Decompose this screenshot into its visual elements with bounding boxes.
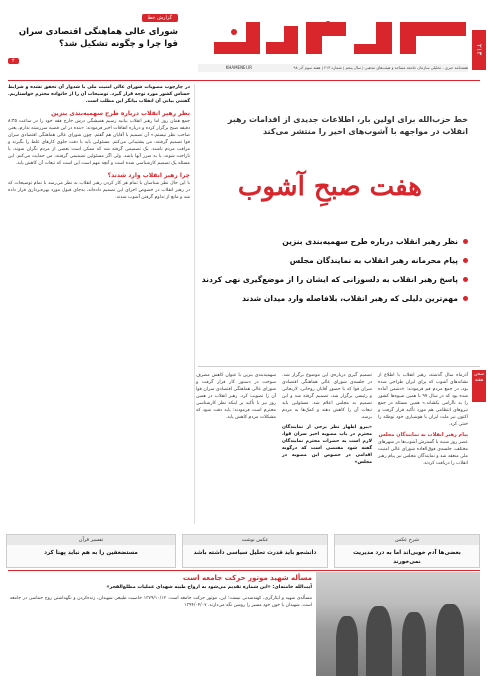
box-quran [6, 534, 176, 568]
bottom-divider [8, 570, 480, 571]
box-text: بعضی‌ها آدم خوبی‌اند اما به درد مدیریت نمی‌خورند [353, 550, 461, 565]
bullet-item: پیام محرمانه رهبر انقلاب به نمایندگان مجلس [198, 251, 468, 270]
bullet-dot-icon [463, 258, 468, 263]
teaser-title: شورای عالی هماهنگی اقتصادی سران قوا چرا و چگونه تشکیل شد؟ [18, 27, 178, 49]
bullet-dot-icon [463, 239, 468, 244]
lower-col-left: سهمیه‌بندی بنزین با عنوان کاهش مصرف سوخت در دستور کار قرار گرفت و شورای عالی هماهنگی اقتصادی سران قوا آن را تصویب کرد. رهبر انقلاب در همین روز نیز با تأکید بر اینکه نظر کارشناسی محترم است فرمودند: باید دقت شود که مشکلات مردم کاهش یابد. [196, 373, 276, 420]
lower-divider [198, 366, 480, 367]
lower-col-right-subtitle: پیام رهبر انقلاب به نمایندگان مجلس [378, 432, 468, 438]
left-section1-body: جمع همان روز اما رهبر انقلاب بیانیه رسیم همیشگی درس خارج فقه خود را در ساعت ۸:۳۵ دقیقه صبح برگزار کرده و درباره اتفاقات اخیر فرمودند: «بنده در این قضیه سررشته ندارم، یعنی صاحب نظر نیستم.» آن تصمیم با آقایان هم گفتم. چون شورای عالی هماهنگی اقتصادی سران قوا تصمیم گرفتند، من پشتیبانی می‌کنم. مسئولین باید با دقت جلوی کارهای غلط را بگیرند و مراقب مردم باشند. یک تصمیمی گرفته شد که ممکن است بعضی از مردم نگران شوند، یا ناراحت شوند، یا به ضرر آنها باشد. ولی اگر مسئولین تصمیمی گرفتند، من حمایت می‌کنم. این مسئله یک تصمیم کارشناسی شده است و آنچه مهم است این است که تبعات آن کاهش یابد. [8, 119, 190, 166]
bullet-dot-icon [463, 277, 468, 282]
left-intro: در چارچوب مصوبات شورای عالی امنیت ملی با شدوار آن تحقق نشده و شرایط حساس کشور مورد توجه قرار گیرد. توضیحات آن را از خانواده محترم خواستاریم. گفتنی بیانی آن انقلاب بیانگر این مطلب است. [8, 85, 190, 104]
bottom-note: آیت‌الله خامنه‌ای: «این شماره تقدیم می‌شود به ارواح طیبه شهدای عملیات مطلع‌الفجر» [106, 585, 312, 590]
main-kicker: خط حزب‌الله برای اولین بار، اطلاعات جدیدی از اقدامات رهبر انقلاب در مواجهه با آشوب‌های اخیر را منتشر می‌کند [227, 115, 468, 136]
box-head: تفسیر قرآن [7, 535, 175, 545]
bottom-photo [316, 572, 480, 676]
lower-col-right: آذرماه سال گذشته، رهبر انقلاب با اطلاع از نشانه‌های آشوب که برای ایران طراحی شده بود، در جمع مردم قم فرمودند: «دشمن آماده شده بود که در سال ۹۷ با همین شیوه‌ها کشور را به ناآرامی بکشاند.» همین مسئله در جمع نیروهای انتظامی هم مورد تأکید قرار گرفت و اکنون نیز ملت ایران با هوشیاری خود توطئه را خنثی کرد. پیام رهبر انقلاب به نمایندگان مجلس عصر روز شنبه با گسترش آشوب‌ها در شهرهای مختلف، جلسه‌ی فوق‌العاده شورای عالی امنیت ملی منعقد شد و نمایندگان مجلس نیز پیام رهبر انقلاب را دریافت کردند. [378, 373, 468, 466]
bottom-title: مسأله شهید موتور حرکت جامعه است [182, 574, 312, 582]
box-head: عکس نوشت [183, 535, 327, 545]
left-section1-title: نظر رهبر انقلاب درباره طرح سهمیه‌بندی بنزین [51, 110, 190, 117]
masthead-strip: هفته‌نامه خبری - تحلیلی سازمان جامعه مساجد و هیئت‌های مذهبی | سال پنجم | شماره ۲۱۳ | هفته سوم آذر ۹۸ [198, 64, 468, 72]
main-bullets [198, 232, 468, 308]
box-text: دانشجو باید قدرت تحلیل سیاسی داشته باشد [193, 550, 317, 556]
main-headline: هفت صبحِ آشوب [237, 172, 422, 202]
photo-figure [366, 606, 392, 676]
box-photo-caption [334, 534, 480, 568]
teaser-page: ۴ [8, 58, 19, 64]
box-head: شرح عکس [335, 535, 479, 545]
teaser-box [8, 14, 178, 74]
left-section2-title: چرا رهبر انقلاب وارد شدند؟ [107, 172, 190, 179]
photo-figure [336, 616, 358, 676]
website: KHAMENEI.IR [225, 65, 252, 70]
bullet-item: نظر رهبر انقلاب درباره طرح سهمیه‌بندی بنزین [198, 232, 468, 251]
header-divider [8, 80, 480, 81]
logo [204, 14, 474, 64]
bottom-text: مسأله‌ی شهید و ایثارگری، کهنه‌شدنی نیست؛ این، موتور حرکت جامعه است. ۱۳۷۹/۱۰/۱۲ خاصیت طبیعی شهیدان، زنده‌کردن و نگهداشتن روح حماسی در جامعه است. شهیدان با خون خود مسیر را روشن نگه می‌دارند. ۱۳۹۴/۰۴/۰۷ [10, 596, 312, 608]
lower-col-middle-quote: «بیرو اظهار نظر برخی از نمایندگان محترم در باب مصوبه اخیر سران قوا، لازم است به حضرات محترم نمایندگان گفته شود مقتضی است که درگونه اقدامی در خصوص این مصوبه در مجلس» [282, 425, 372, 465]
lower-col-middle: تصمیم گیری درباره‌ی این موضوع برگزار شد. در جلسه‌ی شورای عالی هماهنگی اقتصادی سران قوا که با حضور آقایان روحانی، لاریجانی و رئیسی برگزار شد، تصمیم گرفته شد و این تصمیم به مجلس اعلام شد. مسئولین باید تبعات آن را کاهش دهند و کمک‌ها به مردم برسد. «بیرو اظهار نظر برخی از نمایندگان محترم در باب مصوبه اخیر سران قوا، لازم است به حضرات محترم نمایندگان گفته شود مقتضی است که درگونه اقدامی در خصوص این مصوبه در مجلس» [282, 373, 372, 465]
issue-number: ۲۱۳ [472, 30, 486, 70]
photo-figure [436, 604, 464, 676]
left-column [8, 84, 190, 201]
column-divider [194, 84, 195, 524]
photo-figure [402, 612, 426, 676]
bullet-dot-icon [463, 296, 468, 301]
side-label: سخن هفته [472, 370, 486, 402]
teaser-tab: گزارش خط [142, 14, 178, 22]
bullet-item: مهم‌ترین دلیلی که رهبر انقلاب، بلافاصله وارد میدان شدند [198, 289, 468, 308]
box-photo-note [182, 534, 328, 568]
box-text: مستضعفین را به هم نباید پهنا کرد [44, 550, 138, 556]
left-section2-body: با این حال نظر شناسان با تمام هر کار کردن رهبر انقلاب به نظر می‌رسد با تمام توضیحات که در رهبر انقلاب در خصوص اجرای این تصمیم داده‌اند، به‌جای قبول مورد بهره‌برداری قرار داده شد و مانع از تداوم گرفتن آشوب شدند. [8, 181, 190, 200]
bullet-item: پاسخ رهبر انقلاب به دلسوزانی که ایشان را از موضع‌گیری نهی کردند [198, 270, 468, 289]
